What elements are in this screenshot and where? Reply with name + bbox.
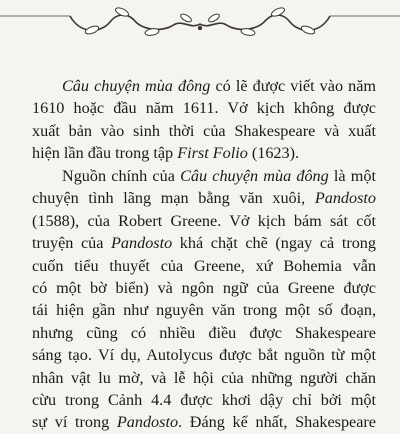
text-line: Nguồn chính của Câu chuyện mùa đông là một — [62, 167, 376, 185]
text-line: cuốn tiểu thuyết của Greene, xứ Bohemia vẫn — [32, 256, 376, 275]
text-line: Câu chuyện mùa đông có lẽ được viết vào năm — [62, 77, 376, 95]
paragraph-1 — [32, 75, 376, 165]
text-line: chuyện tình lãng mạn bằng văn xuôi, Pandosto — [32, 189, 376, 208]
text-line: truyện của Pandosto khá chặt chẽ (ngay cả trong — [32, 234, 376, 253]
text-line: (1588), của Robert Greene. Vở kịch bám sát cốt — [32, 211, 376, 230]
text-line: tái hiện gần như nguyên văn trong một số đoạn, — [32, 301, 376, 320]
text-line: nhưng cũng có nhiều điều được Shakespeare — [32, 323, 376, 342]
paragraph-2 — [32, 165, 376, 434]
text-line: 1610 hoặc đầu năm 1611. Vở kịch không được — [32, 99, 376, 118]
text-line: sự ví trong Pandosto. Đáng kể nhất, Shakespeare — [32, 413, 376, 432]
text-line: hiện lần đầu trong tập First Folio (1623). — [32, 144, 300, 163]
text-line: có một bờ biển) và ngôn ngữ của Greene được — [32, 279, 376, 298]
text-line: sáng tạo. Ví dụ, Autolycus được bắt nguồn từ một — [32, 346, 376, 365]
vine-ornament-icon — [0, 0, 400, 40]
text-line: xuất bản vào sinh thời của Shakespeare và xuất — [32, 121, 376, 140]
text-line: nhân vật lu mờ, và lễ hội của những người chăn — [32, 368, 376, 387]
text-line: cừu trong Cảnh 4.4 được khơi dậy chỉ bởi một — [32, 391, 376, 410]
